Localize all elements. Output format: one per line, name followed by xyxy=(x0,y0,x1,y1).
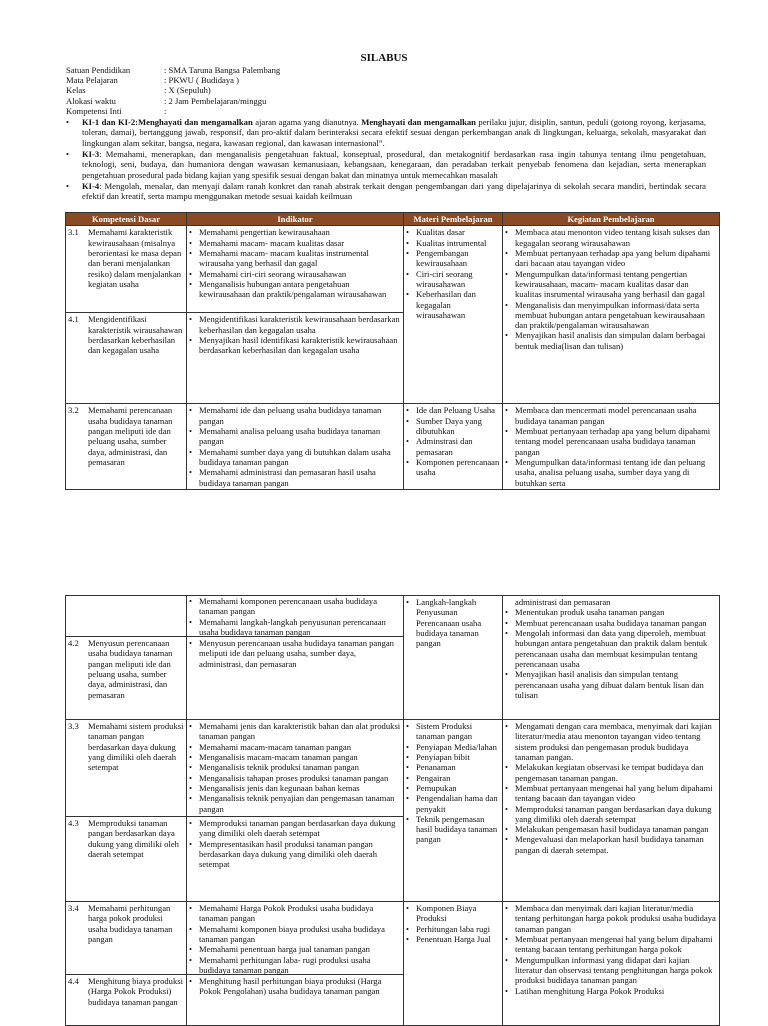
list-item: • Memahami analisa peluang usaha budidaya tanaman pangan xyxy=(189,425,381,447)
list-item: • Melakukan kegiatan observasi ke tempat budidaya dan pengemasan tanaman pangan. xyxy=(505,762,704,783)
table-row xyxy=(66,902,720,1026)
bullet-icon: • xyxy=(406,227,410,238)
core-competency-list xyxy=(66,117,706,203)
bullet-icon: • xyxy=(505,669,509,680)
identity-value: : X (Sepuluh) xyxy=(164,85,211,96)
bullet-icon: • xyxy=(189,334,193,345)
core-competency-text: KI-4: Mengolah, menalar, dan menyaji dalam ranah konkret dan ranah abstrak terkait dengan pengembangan dari yang dipelajarinya di sekolah secara mandiri, bertindak secara efektif dan kreatif, serta mampu menggunakan metode sesuai kaidah keilmuan xyxy=(82,180,706,202)
list-item: • Membuat pertanyaan mengenai hal yang belum dipahami tentang bacaan dan tayangan video xyxy=(505,782,713,804)
bullet-icon: • xyxy=(406,762,410,773)
identity-value: : SMA Taruna Bangsa Palembang xyxy=(164,65,281,75)
bullet-icon: • xyxy=(189,944,193,955)
indikator-list xyxy=(187,312,403,356)
list-item: • Memahami perhitungan laba- rugi produksi usaha budidaya tanaman pangan xyxy=(189,954,371,975)
bullet-icon: • xyxy=(505,299,509,310)
list-item: • Adminstrasi dan pemasaran xyxy=(406,436,473,457)
list-item: • Memahami macam- macam kualitas instrumental wirausaha yang berhasil dan gagal xyxy=(189,247,369,269)
indikator-cell xyxy=(187,596,404,720)
kd-item: 3.3 Memahami sistem produksi tanaman pangan berdasarkan daya dukung yang dimiliki oleh daerah setempat xyxy=(68,721,184,773)
list-item: • Menganalisis hubungan antara pengetahuan kewirausahaan dan praktik/pengalaman wirausahawan xyxy=(189,278,387,300)
list-item: • Kualitas intrumental xyxy=(406,237,487,248)
list-item: • Sistem Produksi tanaman pangan xyxy=(406,721,473,742)
bullet-icon: • xyxy=(406,721,410,731)
bullet-icon: • xyxy=(189,751,193,762)
core-competency-item xyxy=(66,149,706,180)
bullet-icon: • xyxy=(505,834,509,845)
list-item: • Latihan menghitung Harga Pokok Produksi xyxy=(505,985,665,996)
bullet-icon: • xyxy=(189,314,193,325)
list-item: • Memahami komponen biaya produksi usaha budidaya tanaman pangan xyxy=(189,923,385,944)
kd-cell xyxy=(66,720,187,902)
list-item: • Menentukan produk usaha tanaman pangan xyxy=(505,607,665,618)
bullet-icon: • xyxy=(189,762,193,773)
bullet-icon: • xyxy=(406,741,410,752)
materi-list xyxy=(406,597,500,649)
identity-block xyxy=(66,65,706,116)
list-item: • Ide dan Peluang Usaha xyxy=(406,405,495,416)
list-item: • Memahami penentuan harga jual tanaman pangan xyxy=(189,944,370,955)
list-item: • Memproduksi tanaman pangan berdasarkan daya dukung yang dimiliki oleh daerah setempat xyxy=(505,803,712,824)
bullet-icon: • xyxy=(189,954,193,965)
list-item: • Keberhasilan dan kegagalan wirausahawan xyxy=(406,289,476,320)
table-row xyxy=(66,720,720,902)
list-item: • Pemupukan xyxy=(406,782,457,793)
list-item: • Memahami ciri-ciri seorang wirausahawan xyxy=(189,268,347,279)
table-header-row xyxy=(66,213,720,226)
list-item: • Membaca dan mencermati model perencanaan usaha budidaya tanaman pangan xyxy=(505,405,697,426)
indikator-cell xyxy=(187,404,404,490)
indikator-list xyxy=(187,596,403,636)
identity-row xyxy=(66,65,706,75)
header-indikator: Indikator xyxy=(187,213,404,226)
kd-cell xyxy=(66,226,187,404)
list-item: • Menganalisis jenis dan kegunaan bahan kemas xyxy=(189,782,360,793)
list-item: • Pengairan xyxy=(406,772,451,783)
list-item: • Memahami Harga Pokok Produksi usaha budidaya tanaman pangan xyxy=(189,903,374,924)
bullet-icon: • xyxy=(406,456,410,467)
identity-key: Kompetensi Inti xyxy=(66,105,122,116)
bullet-icon: • xyxy=(505,247,509,258)
bullet-icon: • xyxy=(505,268,509,279)
list-item: • Langkah-langkah Penyusunan Perencanaan usaha budidaya tanaman pangan xyxy=(406,597,482,649)
bullet-icon: • xyxy=(66,117,70,127)
list-item: • Memahami langkah-langkah penyusunan perencanaan usaha budidaya tanaman pangan xyxy=(189,616,386,637)
identity-row xyxy=(66,85,706,95)
list-item: • Memproduksi tanaman pangan berdasarkan daya dukung yang dimiliki oleh daerah setempat xyxy=(189,818,396,839)
bullet-icon: • xyxy=(189,227,193,238)
list-item: • Pengendalian hama dan penyakit xyxy=(406,793,498,814)
materi-list xyxy=(406,903,500,944)
syllabus-table-2 xyxy=(65,595,720,1026)
list-item: • Menganalisis teknik produksi tanaman pangan xyxy=(189,762,359,773)
indikator-list xyxy=(187,974,403,998)
bullet-icon: • xyxy=(505,227,509,238)
list-item: • Komponen Biaya Produksi xyxy=(406,903,477,924)
list-item: • Menganalisis teknik penyajian dan pengemasan tanaman pangan xyxy=(189,793,395,814)
bullet-icon: • xyxy=(505,456,509,467)
list-item: • Memahami macam- macam kualitas dasar xyxy=(189,237,345,248)
bullet-icon: • xyxy=(505,933,509,944)
bullet-icon: • xyxy=(406,751,410,762)
kd-item: 4.2 Menyusun perencanaan usaha budidaya tanaman pangan meliputi ide dan peluang usaha, sumber daya, administrasi, dan pemasaran xyxy=(66,636,186,701)
materi-list xyxy=(406,227,500,320)
identity-value: : xyxy=(164,105,167,116)
bullet-icon: • xyxy=(406,772,410,783)
bullet-icon: • xyxy=(505,954,509,965)
bullet-icon: • xyxy=(505,762,509,773)
bullet-icon: • xyxy=(189,446,193,457)
core-competency-item xyxy=(66,181,706,202)
identity-key: Mata Pelajaran xyxy=(66,75,118,86)
bullet-icon: • xyxy=(505,803,509,814)
list-item: • Sumber Daya yang dibutuhkan xyxy=(406,415,482,436)
identity-row xyxy=(66,96,706,106)
bullet-icon: • xyxy=(406,903,410,913)
bullet-icon: • xyxy=(406,415,410,426)
bullet-icon: • xyxy=(406,793,410,804)
bullet-icon: • xyxy=(189,425,193,436)
list-item: • Memahami jenis dan karakteristik bahan dan alat produksi tanaman pangan xyxy=(189,721,401,742)
list-item: • Mengumpulkan informasi yang didapat dari kajian literatur dan observasi tentang penghitungan harga pokok produksi budidaya tanaman pangan xyxy=(505,954,713,986)
bullet-icon: • xyxy=(189,278,193,289)
list-item: • Mengumpulkan data/informasi tentang ide dan peluang usaha, analisa peluang usaha, sumber daya yang di butuhkan serta xyxy=(505,456,706,488)
bullet-icon: • xyxy=(189,741,193,752)
list-item: • Teknik pengemasan hasil budidaya tanaman pangan xyxy=(406,813,498,845)
list-item: • Melakukan pengemasan hasil budidaya tanaman pangan xyxy=(505,824,709,835)
bullet-icon: • xyxy=(189,923,193,934)
list-item: • Menganalisis tahapan proses produksi tanaman pangan xyxy=(189,772,389,783)
list-item: • Memahami administrasi dan pemasaran hasil usaha budidaya tanaman pangan xyxy=(189,467,376,488)
list-item: • Penyiapan Media/lahan xyxy=(406,741,497,752)
bullet-icon: • xyxy=(406,782,410,793)
document-title: SILABUS xyxy=(360,52,408,64)
list-item: • Memahami macam-macam tanaman pangan xyxy=(189,741,351,752)
bullet-icon: • xyxy=(189,772,193,783)
list-item: • Menyajikan hasil analisis dan simpulan tentang perencanaan usaha yang dibuat dalam bentuk lisan dan tulisan xyxy=(505,669,704,700)
indikator-list xyxy=(187,636,403,670)
bullet-icon: • xyxy=(505,824,509,835)
core-competency-text: KI-3: Memahami, menerapkan, dan menganalisis pengetahuan faktual, konseptual, prosedural, dan metakognitif berdasarkan rasa ingin tahunya tentang ilmu pengetahuan, teknologi, seni, budaya, dan humaniora dengan wawasan kemanusiaan, kebangsaan, kenegaraan, dan peradaban terkait penyebab fenomena dan kejadian, serta menerapkan pengetahuan prosedural pada bidang kajian yang spesifik sesuai dengan bakat dan minatnya untuk memecahkan masalah xyxy=(82,148,706,180)
identity-row xyxy=(66,106,706,116)
indikator-cell xyxy=(187,226,404,404)
core-competency-text: KI-1 dan KI-2:Menghayati dan mengamalkan ajaran agama yang dianutnya. Menghayati dan mengamalkan perilaku jujur, disiplin, santun, peduli (gotong royong, kerjasama, toleran, damai), bertanggung jawab, responsif, dan pro-aktif dalam berinteraksi secara efektif sesuai dengan perkembangan anak di lingkungan, keluarga, sekolah, masyarakat dan lingkungan alam sekitar, bangsa, negara, kawasan regional, dan kawasan internasional”. xyxy=(82,117,707,148)
list-item: • Membuat pertanyaan terhadap apa yang belum dipahami tentang model perencanaan usaha budidaya tanaman pangan xyxy=(505,425,711,457)
kegiatan-cell xyxy=(503,596,720,720)
list-item: • Menyajikan hasil analisis dan simpulan dalam berbagai bentuk media(lisan dan tulisan) xyxy=(505,330,706,351)
bullet-icon: • xyxy=(189,903,193,913)
materi-cell xyxy=(404,902,503,1026)
table-row xyxy=(66,596,720,720)
table-row xyxy=(66,404,720,490)
core-competency-item xyxy=(66,117,706,148)
materi-cell xyxy=(404,596,503,720)
list-item: • Kualitas dasar xyxy=(406,227,465,238)
bullet-icon: • xyxy=(189,818,193,828)
list-item: • Penanaman xyxy=(406,762,456,773)
bullet-icon: • xyxy=(505,627,509,638)
bullet-icon: • xyxy=(406,405,410,416)
kegiatan-list xyxy=(505,607,717,700)
materi-cell xyxy=(404,720,503,902)
kegiatan-cell xyxy=(503,902,720,1026)
bullet-icon: • xyxy=(406,597,410,607)
identity-value: : PKWU ( Budidaya ) xyxy=(164,75,239,86)
bullet-icon: • xyxy=(406,289,410,300)
indikator-list xyxy=(187,226,403,312)
header-kompetensi-dasar: Kompetensi Dasar xyxy=(66,213,187,226)
identity-row xyxy=(66,75,706,85)
bullet-icon: • xyxy=(189,268,193,279)
bullet-icon: • xyxy=(66,180,70,191)
bullet-icon: • xyxy=(505,425,509,436)
list-item: • Menghitung hasil perhitungan biaya produksi (Harga Pokok Pengolahan) usaha budidaya tanaman pangan xyxy=(189,976,382,997)
bullet-icon: • xyxy=(505,607,509,618)
bullet-icon: • xyxy=(406,933,410,944)
materi-list xyxy=(406,721,500,845)
kegiatan-list xyxy=(505,227,717,351)
bullet-icon: • xyxy=(406,237,410,248)
list-item: • Menganalisis dan menyimpulkan informasi/data serta membuat hubungan antara pengetahuan kewirausahaan dan praktik/pengalaman wirausahawan xyxy=(505,299,705,331)
list-item: • Membuat perencanaan usaha budidaya tanaman pangan xyxy=(505,617,707,628)
bullet-icon: • xyxy=(189,976,193,986)
bullet-icon: • xyxy=(189,721,193,731)
list-item: • Mengamati dengan cara membaca, menyimak dari kajian literatur/media atau menonton tayangan video tentang sistem produksi dan pengemasan produk budidaya tanaman pangan. xyxy=(505,721,712,762)
bullet-icon: • xyxy=(189,793,193,804)
bullet-icon: • xyxy=(189,616,193,627)
bullet-icon: • xyxy=(505,330,509,341)
bullet-icon: • xyxy=(406,268,410,279)
list-item: • Menganalisis macam-macam tanaman pangan xyxy=(189,751,358,762)
table-row xyxy=(66,226,720,404)
bullet-icon: • xyxy=(66,148,70,159)
kegiatan-cell xyxy=(503,720,720,902)
bullet-icon: • xyxy=(189,247,193,258)
bullet-icon: • xyxy=(505,617,509,628)
kegiatan-cell xyxy=(503,226,720,404)
bullet-icon: • xyxy=(505,721,509,731)
list-item: • Menyajikan hasil identifikasi karakteristik kewirausahaan berdasarkan keberhasilan dan kegagalan usaha xyxy=(189,334,398,356)
list-item: • Membaca atau menonton video tentang kisah sukses dan kegagalan seorang wirausahawan xyxy=(505,227,710,248)
list-item: • Memahami pengertian kewirausahaan xyxy=(189,227,330,238)
list-item: • Mempresentasikan hasil produksi tanaman pangan berdasarkan daya dukung yang dimiliki oleh daerah setempat xyxy=(189,838,378,870)
list-item: • Memahami sumber daya yang di butuhkan dalam usaha budidaya tanaman pangan xyxy=(189,446,391,467)
identity-value: : 2 Jam Pembelajaran/minggu xyxy=(164,95,267,106)
list-item: • Mengidentifikasi karakteristik kewirausahaan berdasarkan keberhasilan dan kegagalan usaha xyxy=(189,314,400,335)
materi-list xyxy=(406,405,500,477)
identity-key: Alokasi waktu xyxy=(66,95,116,106)
bullet-icon: • xyxy=(189,596,193,606)
kegiatan-list xyxy=(505,721,717,855)
list-item: • Mengumpulkan data/informasi tentang pengertian kewirausahaan, macam- macam kualitas dasar dan kualitas insrumental wirausaha yang berhasil dan gagal xyxy=(505,268,705,300)
list-item: • Ciri-ciri seorang wirausahawan xyxy=(406,268,473,289)
indikator-cell xyxy=(187,720,404,902)
list-item: • Perhitungan laba rugi xyxy=(406,923,490,934)
kd-item: 4.1 Mengidentifikasi karakteristik wirausahawan berdasarkan keberhasilan dan kegagalan usaha xyxy=(66,312,186,356)
list-item: • Membuat pertanyaan terhadap apa yang belum dipahami dari bacaan atau tayangan video xyxy=(505,247,711,269)
list-item: • Penyiapan bibit xyxy=(406,751,470,762)
list-item: • Komponen perencanaan usaha xyxy=(406,456,500,478)
bullet-icon: • xyxy=(189,638,193,648)
bullet-icon: • xyxy=(406,247,410,258)
header-kegiatan: Kegiatan Pembelajaran xyxy=(503,213,720,226)
kegiatan-cell xyxy=(503,404,720,490)
list-item: • Memahami ide dan peluang usaha budidaya tanaman pangan xyxy=(189,405,382,426)
bullet-icon: • xyxy=(189,405,193,416)
list-item: • Memahami komponen perencanaan usaha budidaya tanaman pangan xyxy=(189,596,378,617)
kegiatan-list xyxy=(505,903,717,996)
kegiatan-list xyxy=(505,405,717,488)
bullet-icon: • xyxy=(406,923,410,934)
kd-item: 4.4 Menghitung biaya produksi (Harga Pokok Produksi) budidaya tanaman pangan xyxy=(66,974,186,1008)
indikator-list xyxy=(187,816,403,871)
bullet-icon: • xyxy=(189,467,193,478)
identity-key: Satuan Pendidikan xyxy=(66,65,131,75)
bullet-icon: • xyxy=(505,782,509,793)
identity-key: Kelas xyxy=(66,85,86,96)
bullet-icon: • xyxy=(189,838,193,849)
indikator-cell xyxy=(187,902,404,1026)
bullet-icon: • xyxy=(189,237,193,248)
kd-cell xyxy=(66,902,187,1026)
bullet-icon: • xyxy=(189,782,193,793)
kd-item: 4.3 Memproduksi tanaman pangan berdasarkan daya dukung yang dimiliki oleh daerah setempat xyxy=(66,816,186,860)
list-item: • Membaca dan menyimak dari kajian literatur/media tentang perhitungan harga pokok produksi usaha budidaya tanaman pangan xyxy=(505,903,716,934)
bullet-icon: • xyxy=(505,985,509,996)
list-item: • Mengevaluasi dan melaporkan hasil budidaya tanaman pangan di daerah setempat. xyxy=(505,834,704,855)
bullet-icon: • xyxy=(406,436,410,447)
header-materi: Materi Pembelajaran xyxy=(404,213,503,226)
indikator-list xyxy=(187,720,403,816)
list-item: • Penentuan Harga Jual xyxy=(406,933,491,944)
materi-cell xyxy=(404,404,503,490)
kegiatan-continuation: administrasi dan pemasaran xyxy=(515,597,611,607)
list-item: • Menyusun perencanaan usaha budidaya tanaman pangan meliputi ide dan peluang usaha, sumber daya, administrasi, dan pemasaran xyxy=(189,638,394,669)
kd-item: 3.1 Memahami karakteristik kewirausahaan (misalnya berorientasi ke masa depan dan berani menjalankan resiko) dalam menjalankan kegiatan usaha xyxy=(68,227,182,289)
indikator-list xyxy=(189,405,401,488)
indikator-list xyxy=(187,902,403,974)
bullet-icon: • xyxy=(505,903,509,913)
materi-cell xyxy=(404,226,503,404)
list-item: • Membuat pertanyaan mengenai hal yang belum dipahami tentang bacaan tentang perhitungan harga pokok xyxy=(505,933,713,955)
kd-cell xyxy=(66,596,187,720)
list-item: • Mengolah informasi dan data yang diperoleh, membuat hubungan antara pengetahuan dan praktik dalam bentuk perencanaan usaha dan membuat kesimpulan tentang perencanaan usaha xyxy=(505,627,708,669)
bullet-icon: • xyxy=(505,405,509,416)
kd-cell: 3.2 Memahami perencanaan usaha budidaya tanaman pangan meliputi ide dan peluang usaha, sumber daya, administrasi, dan pemasaran xyxy=(66,404,187,490)
bullet-icon: • xyxy=(406,813,410,824)
kd-item: 3.4 Memahami perhitungan harga pokok produksi usaha budidaya tanaman pangan xyxy=(68,903,173,944)
list-item: • Pengembangan kewirausahaan xyxy=(406,247,469,269)
syllabus-table-1 xyxy=(65,212,720,490)
